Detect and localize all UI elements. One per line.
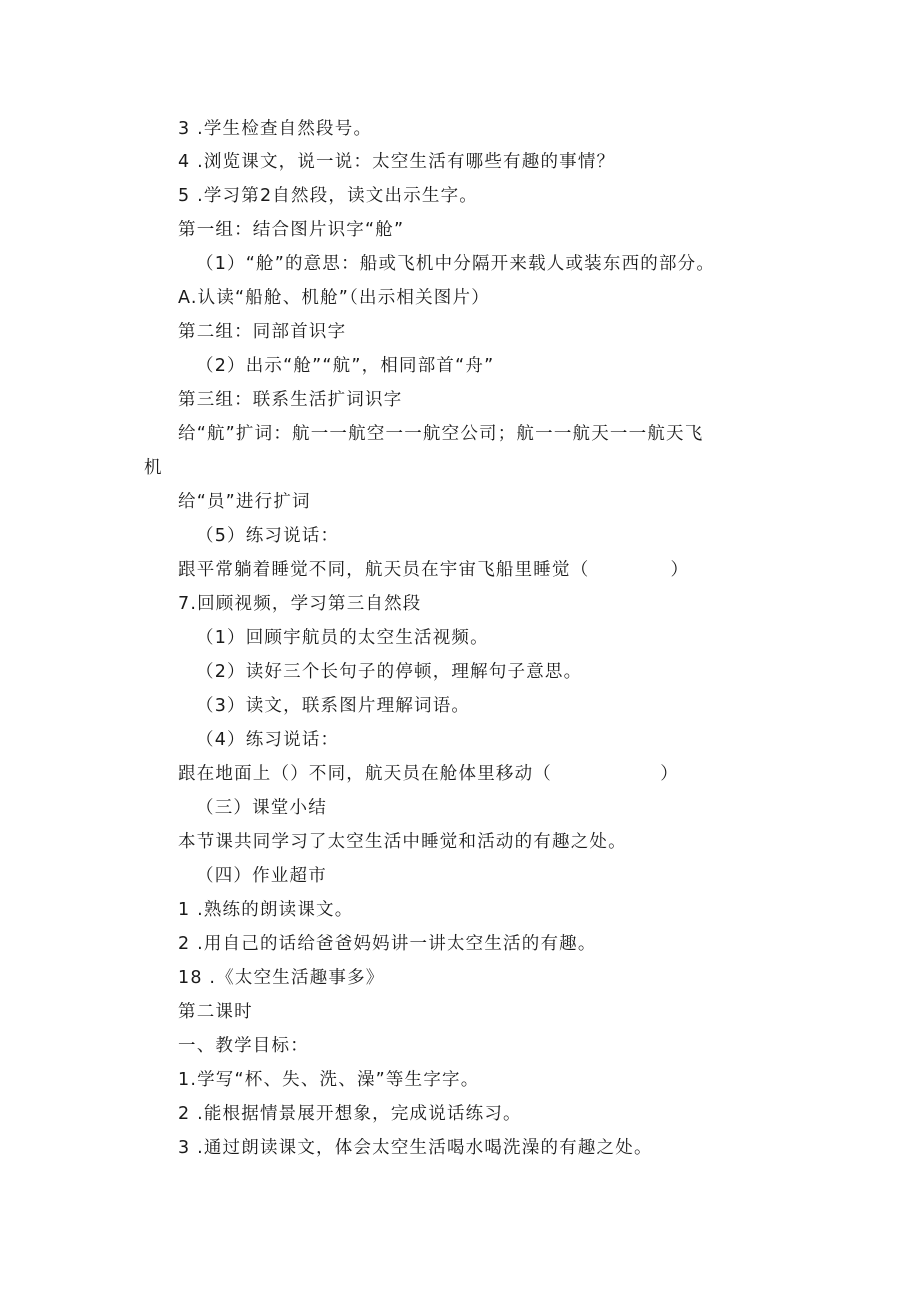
text-line-17: （2）读好三个长句子的停顿，理解句子意思。 xyxy=(196,662,583,682)
text-line-29: 1.学写“杯、失、洗、澡”等生字字。 xyxy=(178,1070,480,1090)
text-line-5: （1）“舱”的意思：船或飞机中分隔开来载人或装东西的部分。 xyxy=(196,254,716,274)
text-line-30: 2 .能根据情景展开想象，完成说话练习。 xyxy=(178,1104,522,1124)
text-line-28: 一、教学目标： xyxy=(178,1036,309,1056)
text-line-4: 第一组：结合图片识字“舱” xyxy=(178,220,405,240)
text-line-20: 跟在地面上（）不同，航天员在舱体里移动（ ） xyxy=(178,764,679,784)
text-line-12: 给“员”进行扩词 xyxy=(178,492,311,512)
text-line-22: 本节课共同学习了太空生活中睡觉和活动的有趣之处。 xyxy=(178,832,627,852)
text-line-10: 给“航”扩词：航一一航空一一航空公司；航一一航天一一航天飞 xyxy=(178,424,704,444)
text-line-16: （1）回顾宇航员的太空生活视频。 xyxy=(196,628,489,648)
text-line-3: 5 .学习第2自然段，读文出示生字。 xyxy=(178,186,478,206)
text-line-18: （3）读文，联系图片理解词语。 xyxy=(196,696,471,716)
text-line-26: 18 .《太空生活趣事多》 xyxy=(178,968,385,988)
text-line-7: 第二组：同部首识字 xyxy=(178,322,347,342)
text-line-31: 3 .通过朗读课文，体会太空生活喝水喝洗澡的有趣之处。 xyxy=(178,1138,653,1158)
text-line-13: （5）练习说话： xyxy=(196,526,340,546)
text-line-15: 7.回顾视频，学习第三自然段 xyxy=(178,594,422,614)
text-line-11: 机 xyxy=(144,458,163,478)
text-line-6: A.认读“船舱、机舱”（出示相关图片） xyxy=(178,288,490,308)
text-line-21: （三）课堂小结 xyxy=(196,798,327,818)
text-line-9: 第三组：联系生活扩词识字 xyxy=(178,390,403,410)
text-line-1: 3 .学生检查自然段号。 xyxy=(178,119,373,139)
text-line-27: 第二课时 xyxy=(178,1002,253,1022)
text-line-2: 4 .浏览课文，说一说：太空生活有哪些有趣的事情？ xyxy=(178,152,616,172)
text-line-23: （四）作业超市 xyxy=(196,866,327,886)
text-line-8: （2）出示“舱”“航”，相同部首“舟” xyxy=(196,356,495,376)
text-line-19: （4）练习说话： xyxy=(196,730,340,750)
text-line-25: 2 .用自己的话给爸爸妈妈讲一讲太空生活的有趣。 xyxy=(178,934,597,954)
text-line-24: 1 .熟练的朗读课文。 xyxy=(178,900,354,920)
text-line-14: 跟平常躺着睡觉不同，航天员在宇宙飞船里睡觉（ ） xyxy=(178,560,690,580)
